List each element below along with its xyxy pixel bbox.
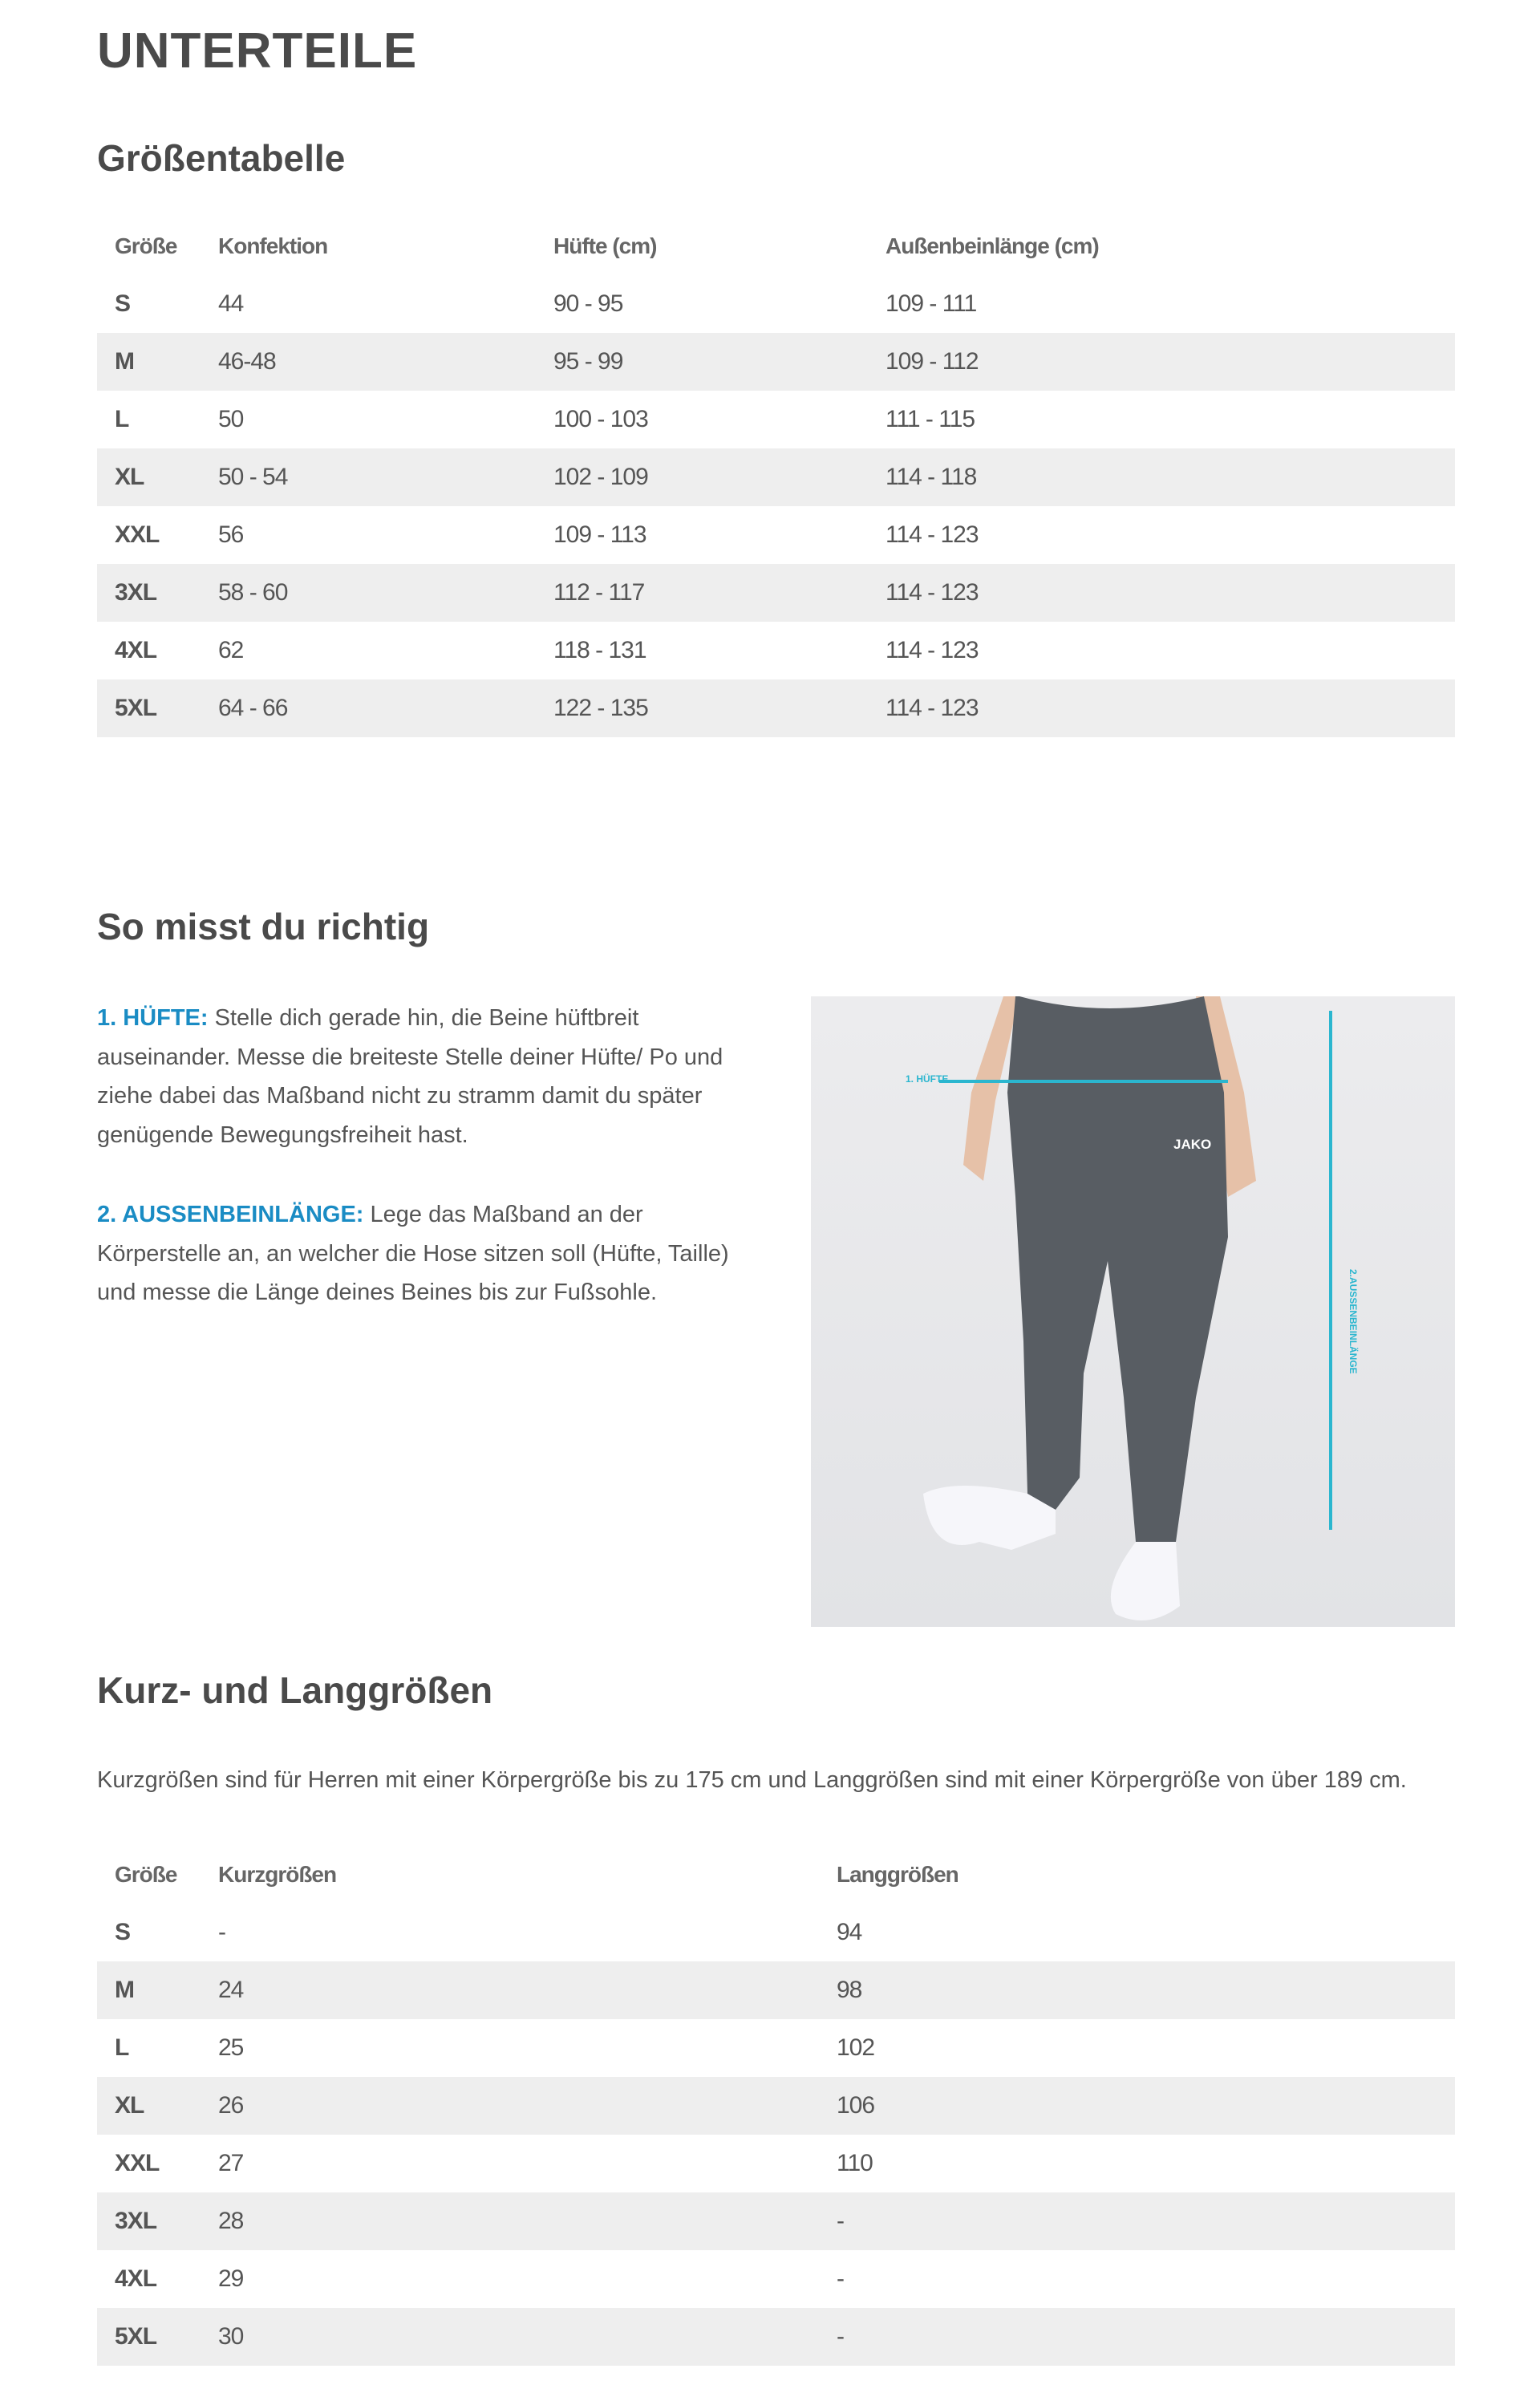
table-cell: 114 - 118 <box>886 464 977 490</box>
table-cell: 28 <box>218 2208 244 2234</box>
table-cell: 109 - 111 <box>886 290 977 317</box>
table-cell: - <box>837 2208 844 2234</box>
table-cell: 4XL <box>115 637 157 663</box>
table-cell: 106 <box>837 2092 875 2119</box>
table-header <box>97 1846 1455 1904</box>
short-long-table <box>97 1846 1455 2366</box>
hip-label: 1. HÜFTE <box>906 1073 949 1085</box>
table-row <box>97 622 1455 679</box>
header-cell: Größe <box>115 1862 177 1887</box>
table-cell: - <box>837 2323 844 2350</box>
table-cell: 58 - 60 <box>218 579 288 606</box>
table-cell: 46-48 <box>218 348 276 375</box>
table-cell: 109 - 113 <box>553 521 646 548</box>
table-cell: - <box>837 2265 844 2292</box>
table-cell: 56 <box>218 521 244 548</box>
table-cell: 122 - 135 <box>553 695 648 721</box>
table-cell: 112 - 117 <box>553 579 645 606</box>
table-cell: 3XL <box>115 2208 157 2234</box>
table-row <box>97 2135 1455 2192</box>
length-label: 2.AUSSENBEINLÄNGE <box>1348 1269 1359 1374</box>
table-cell: 114 - 123 <box>886 521 979 548</box>
table-cell: 98 <box>837 1977 862 2003</box>
table-cell: S <box>115 290 131 317</box>
table-row <box>97 679 1455 737</box>
size-table <box>97 217 1455 737</box>
table-cell: 114 - 123 <box>886 637 979 663</box>
table-cell: 94 <box>837 1919 862 1945</box>
page-title: UNTERTEILE <box>97 23 418 79</box>
table-cell: 50 <box>218 406 244 432</box>
table-cell: 30 <box>218 2323 244 2350</box>
header-cell: Langgrößen <box>837 1862 958 1887</box>
table-cell: L <box>115 2034 129 2061</box>
table-cell: 109 - 112 <box>886 348 979 375</box>
table-row <box>97 333 1455 391</box>
table-cell: 50 - 54 <box>218 464 288 490</box>
table-cell: - <box>218 1919 225 1945</box>
step1-text <box>97 999 755 1154</box>
table-cell: 111 - 115 <box>886 406 975 432</box>
table-cell: 102 - 109 <box>553 464 648 490</box>
table-cell: 24 <box>218 1977 244 2003</box>
table-cell: XL <box>115 2092 144 2119</box>
table-header <box>97 217 1455 275</box>
table-row <box>97 2077 1455 2135</box>
step1-body: Stelle dich gerade hin, die Beine hüftbreit auseinander. Messe die breiteste Stelle deiner Hüfte/ Po und ziehe dabei das Maßband nicht zu stramm damit du später genügende Bewegungsfreiheit hast. <box>97 1005 723 1148</box>
table-cell: 44 <box>218 290 244 317</box>
step2-label: 2. AUSSENBEINLÄNGE: <box>97 1202 364 1227</box>
table-cell: 114 - 123 <box>886 695 979 721</box>
brand-logo: JAKO <box>1173 1137 1212 1152</box>
table-cell: 110 <box>837 2150 873 2176</box>
table-cell: 62 <box>218 637 244 663</box>
table-cell: 4XL <box>115 2265 157 2292</box>
step2-body: Lege das Maßband an der Körperstelle an, an welcher die Hose sitzen soll (Hüfte, Taille) und messe die Länge deines Beines bis zur Fußsohle. <box>97 1202 729 1305</box>
table-row <box>97 1904 1455 1961</box>
table-cell: 114 - 123 <box>886 579 979 606</box>
table-cell: 90 - 95 <box>553 290 623 317</box>
step1-label: 1. HÜFTE: <box>97 1005 209 1031</box>
table-row <box>97 2308 1455 2366</box>
table-cell: M <box>115 1977 134 2003</box>
table-cell: XL <box>115 464 144 490</box>
header-cell: Hüfte (cm) <box>553 233 657 258</box>
table-cell: 95 - 99 <box>553 348 623 375</box>
table-cell: 64 - 66 <box>218 695 288 721</box>
table-cell: 25 <box>218 2034 244 2061</box>
short-long-intro: Kurzgrößen sind für Herren mit einer Körpergröße bis zu 175 cm und Langgrößen sind mit einer Körpergröße von über 189 cm. <box>97 1767 1407 1793</box>
table-row <box>97 2192 1455 2250</box>
table-cell: S <box>115 1919 131 1945</box>
table-cell: 29 <box>218 2265 244 2292</box>
table-row <box>97 448 1455 506</box>
table-row <box>97 564 1455 622</box>
header-cell: Konfektion <box>218 233 328 258</box>
table-cell: 5XL <box>115 2323 157 2350</box>
size-table-heading: Größentabelle <box>97 137 346 179</box>
short-long-heading: Kurz- und Langgrößen <box>97 1669 493 1711</box>
header-cell: Größe <box>115 233 177 258</box>
table-cell: XXL <box>115 2150 160 2176</box>
table-cell: XXL <box>115 521 160 548</box>
table-cell: 27 <box>218 2150 244 2176</box>
table-cell: 3XL <box>115 579 157 606</box>
measure-heading: So misst du richtig <box>97 906 430 947</box>
table-cell: 5XL <box>115 695 157 721</box>
table-cell: L <box>115 406 129 432</box>
pants-measure-image <box>811 996 1455 1627</box>
table-cell: M <box>115 348 134 375</box>
table-row <box>97 1961 1455 2019</box>
header-cell: Außenbeinlänge (cm) <box>886 233 1099 258</box>
table-row <box>97 2019 1455 2077</box>
table-row <box>97 275 1455 333</box>
table-row <box>97 2250 1455 2308</box>
table-cell: 102 <box>837 2034 875 2061</box>
table-cell: 100 - 103 <box>553 406 648 432</box>
table-cell: 118 - 131 <box>553 637 646 663</box>
table-cell: 26 <box>218 2092 244 2119</box>
header-cell: Kurzgrößen <box>218 1862 337 1887</box>
step2-text <box>97 1195 755 1312</box>
table-row <box>97 506 1455 564</box>
table-row <box>97 391 1455 448</box>
